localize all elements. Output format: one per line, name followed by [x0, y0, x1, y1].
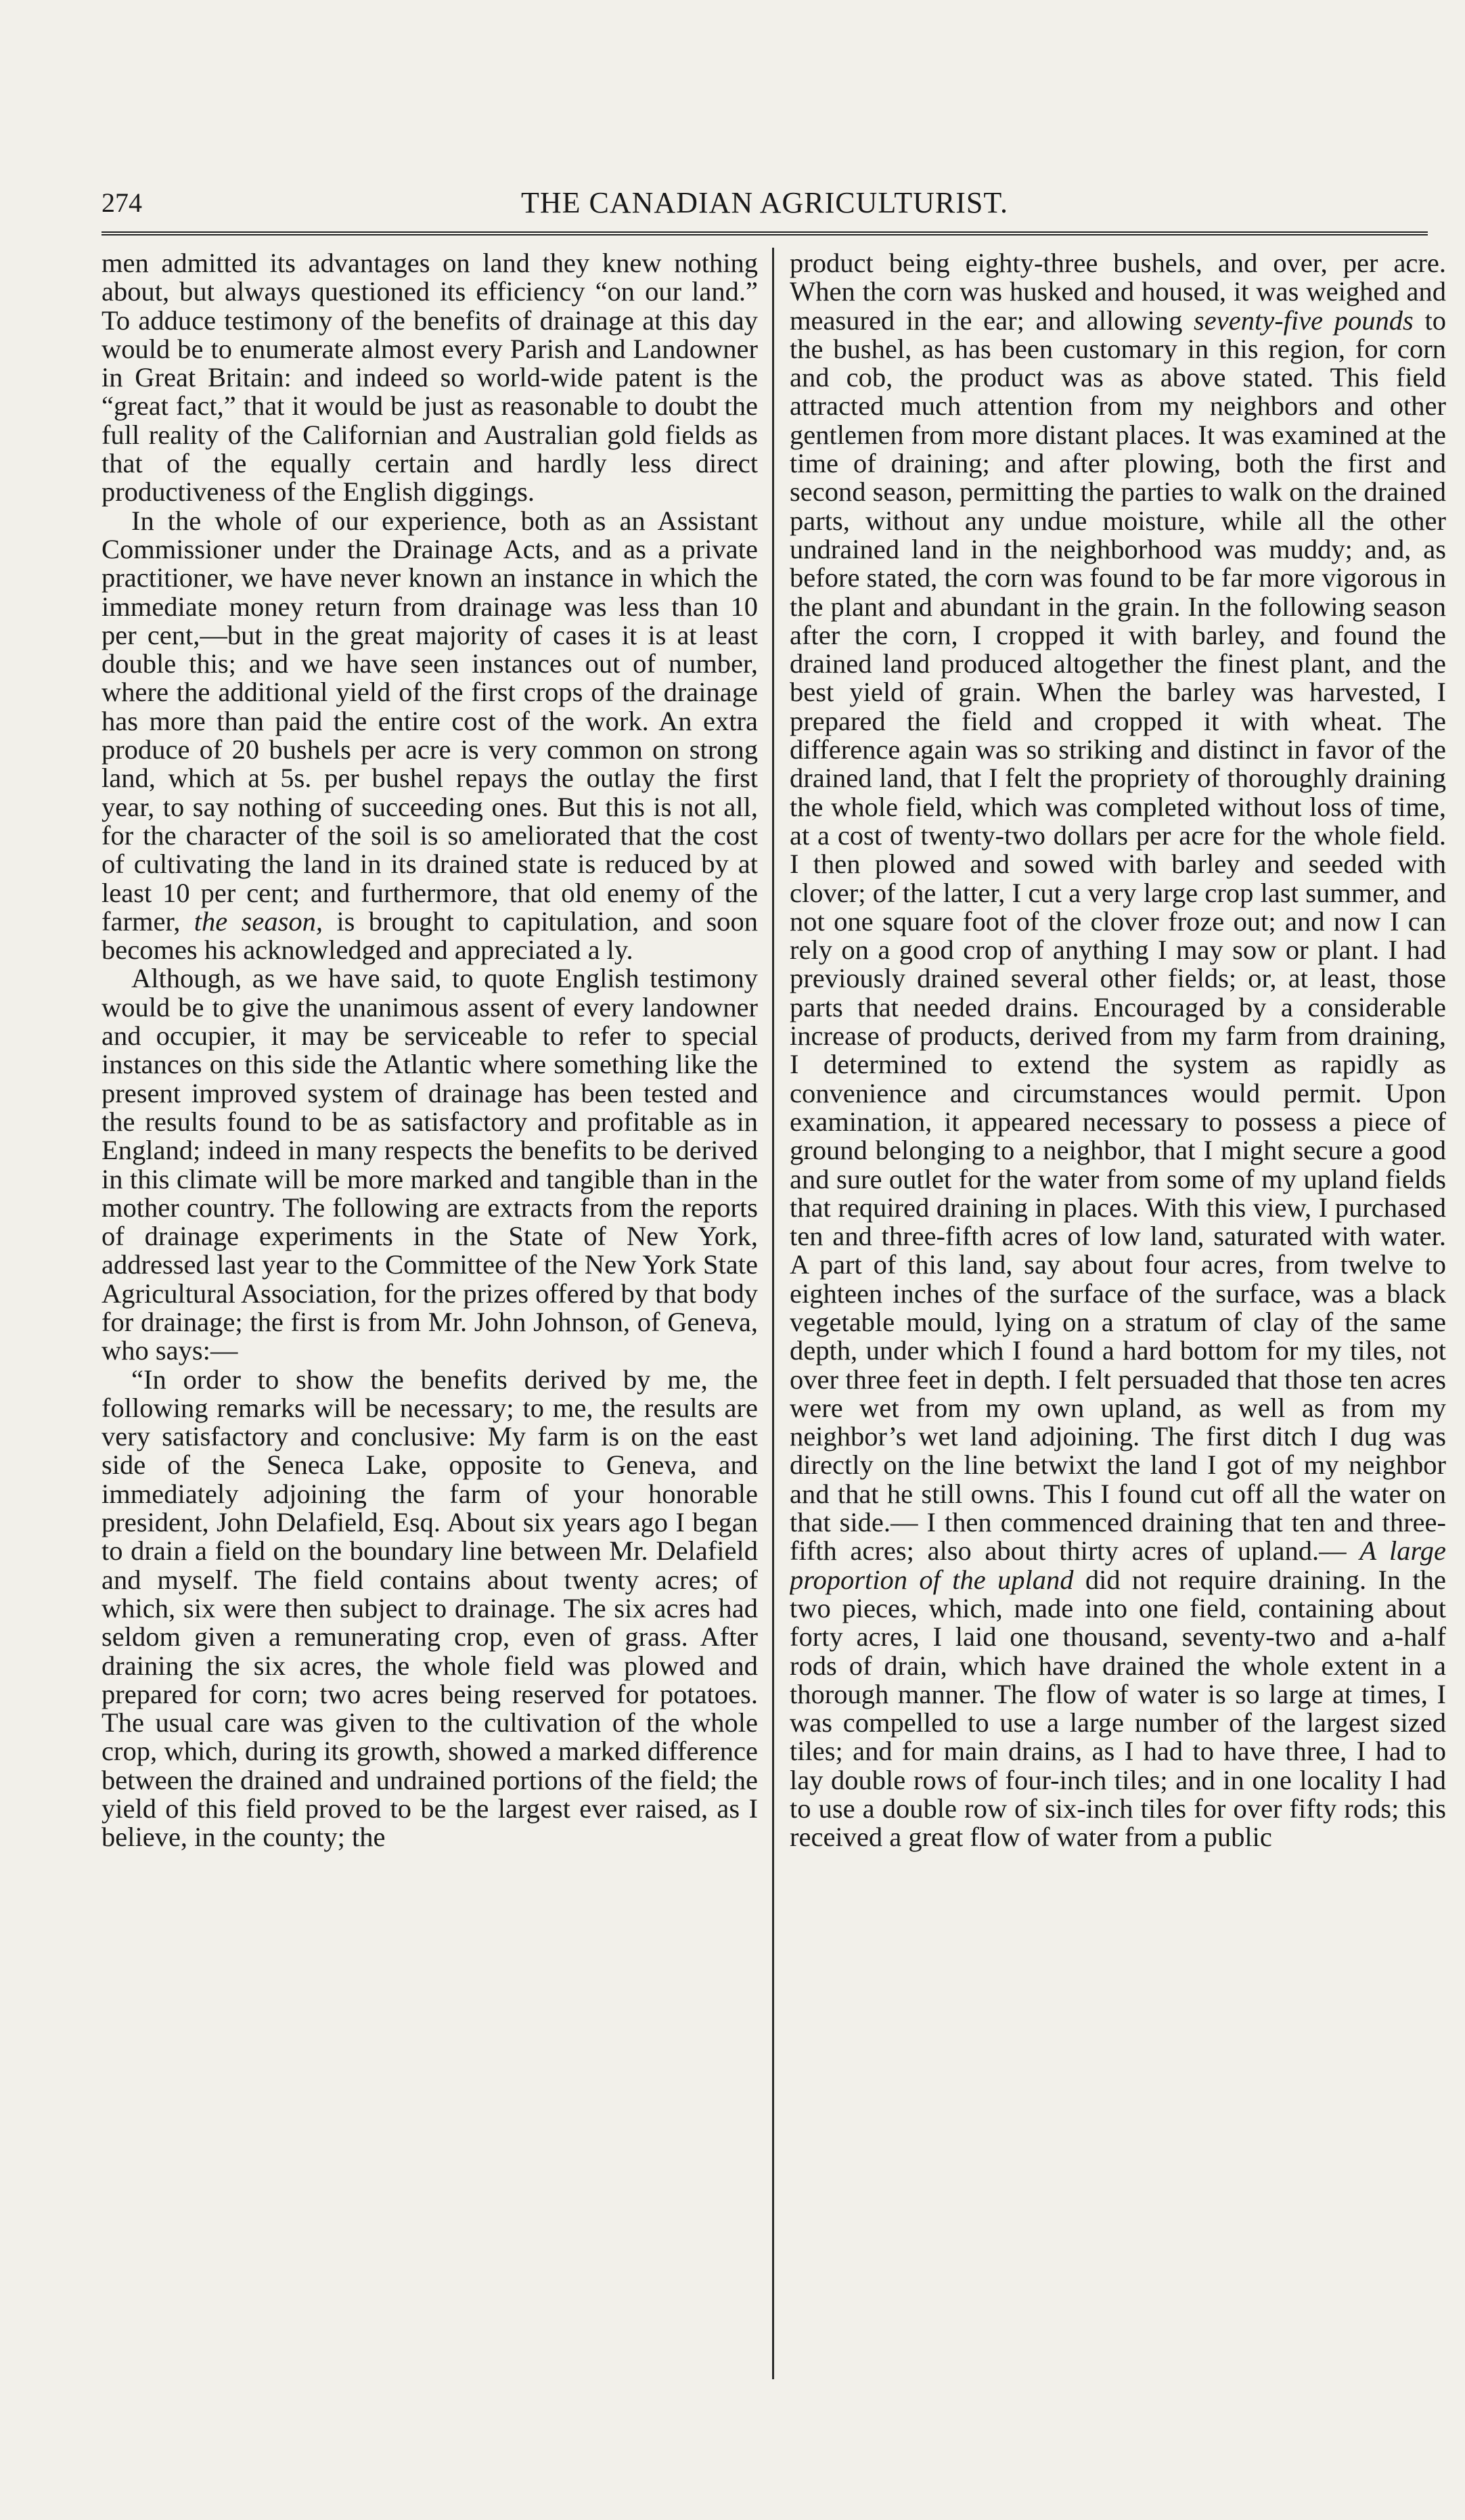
right-paragraph-1-text-a: product being eighty-three bushels, and over, per acre. When the corn was husked and housed, it was weighed and measured in the ear; and allowing — [790, 249, 1446, 336]
running-title: THE CANADIAN AGRICULTURIST. — [521, 186, 1008, 219]
left-paragraph-2-emphasis: the season, — [194, 905, 323, 937]
right-paragraph-1-text-c: did not require draining. In the two pieces, which, made into one field, containing about forty acres, I laid one thousand, seventy-two and a-half rods of drain, which have drained the whole extent in a thorough manner. The flow of water is so large at times, I was compelled to use a large number of the largest sized tiles; and for main drains, as I had to have three, I had to lay double rows of four-inch tiles; and in one locality I had to use a double row of six-inch tiles for over fifty rods; this received a great flow of water from a public — [790, 1564, 1446, 1853]
right-paragraph-1-emphasis: seventy-five pounds — [1194, 305, 1414, 336]
page-header — [102, 183, 1428, 223]
right-column — [790, 249, 1446, 2381]
left-paragraph-1: men admitted its advantages on land they knew nothing about, but always questioned its efficiency “on our land.” To adduce testimony of the benefits of drainage at this day would be to enumerate almost every Parish and Landowner in Great Britain: and indeed so world-wide patent is the “great fact,” that it would be just as reasonable to doubt the full reality of the Californian and Australian gold fields as that of the equally certain and hardly less direct productiveness of the English diggings. — [102, 249, 758, 508]
header-rule — [102, 231, 1428, 235]
left-paragraph-2 — [102, 507, 758, 965]
left-paragraph-3: Although, as we have said, to quote English testimony would be to give the unanimous assent of every landowner and occupier, it may be serviceable to refer to special instances on this side the Atlantic where something like the present improved system of drainage has been tested and the results found to be as satisfactory and profitable as in England; indeed in many respects the benefits to be derived in this climate will be more marked and tangible than in the mother country. The following are extracts from the reports of drainage experiments in the State of New York, addressed last year to the Committee of the New York State Agricultural Association, for the prizes offered by that body for drainage; the first is from Mr. John Johnson, of Geneva, who says:— — [102, 963, 758, 1366]
column-divider — [772, 248, 774, 2379]
left-column — [102, 249, 758, 2381]
left-paragraph-4: “In order to show the benefits derived by me, the following remarks will be necessary; to me, the results are very satisfactory and conclusive: My farm is on the east side of the Seneca Lake, opposite to Geneva, and immediately adjoining the farm of your honorable president, John Delafield, Esq. About six years ago I began to drain a field on the boundary line between Mr. Delafield and myself. The field contains about twenty acres; of which, six were then subject to drainage. The six acres had seldom given a remunerating crop, even of grass. After draining the six acres, the whole field was plowed and prepared for corn; two acres being reserved for potatoes. The usual care was given to the cultivation of the whole crop, which, during its growth, showed a marked difference between the drained and undrained portions of the field; the yield of this field proved to be the largest ever raised, as I believe, in the county; the — [102, 1364, 758, 1853]
right-paragraph-1-emphasis-2: A large proportion of the upland — [790, 1535, 1446, 1595]
right-paragraph-1 — [790, 249, 1446, 1852]
left-paragraph-2-text-b: is brought to capitulation, and soon becomes his acknowledged and appreciated a ly. — [102, 905, 758, 966]
right-paragraph-1-text-b: to the bushel, as has been customary in this region, for corn and cob, the product was as above stated. This field attracted much attention from my neighbors and other gentlemen from more distant places. It was examined at the time of draining; and after plowing, both the first and second season, permitting the parties to walk on the drained parts, without any undue moisture, while all the other undrained land in the neighborhood was muddy; and, as before stated, the corn was found to be far more vigorous in the plant and abundant in the grain. In the following season after the corn, I cropped it with barley, and found the drained land produced altogether the finest plant, and the best yield of grain. When the barley was harvested, I prepared the field and cropped it with wheat. The difference again was so striking and distinct in favor of the drained land, that I felt the propriety of thoroughly draining the whole field, which was completed without loss of time, at a cost of twenty-two dollars per acre for the whole field. I then plowed and sowed with barley and seeded with clover; of the latter, I cut a very large crop last summer, and not one square foot of the clover froze out; and now I can rely on a good crop of anything I may sow or plant. I had previously drained several other fields; or, at least, those parts that needed drains. Encouraged by a considerable increase of products, derived from my farm from draining, I determined to extend the system as rapidly as convenience and circumstances would permit. Upon examination, it appeared necessary to possess a piece of ground belonging to a neighbor, that I might secure a good and sure outlet for the water from some of my upland fields that required draining in places. With this view, I purchased ten and three-fifth acres of low land, saturated with water. A part of this land, say about four acres, from twelve to eighteen inches of the surface of the surface, was a black vegetable mould, lying on a stratum of clay of the same depth, under which I found a hard bottom for my tiles, not over three feet in depth. I felt persuaded that those ten acres were wet from my own upland, as well as from my neighbor’s wet land adjoining. The first ditch I dug was directly on the line betwixt the land I got of my neighbor and that he still owns. This I found cut off all the water on that side.— I then commenced draining that ten and three-fifth acres; also about thirty acres of upland.— — [790, 305, 1446, 1567]
left-paragraph-2-text-a: In the whole of our experience, both as an Assistant Commissioner under the Drainage Acts, and as a private practitioner, we have never known an instance in which the immediate money return from drainage was less than 10 per cent,—but in the great majority of cases it is at least double this; and we have seen instances out of number, where the additional yield of the first crops of the drainage has more than paid the entire cost of the work. An extra produce of 20 bushels per acre is very common on strong land, which at 5s. per bushel repays the outlay the first year, to say nothing of succeeding ones. But this is not all, for the character of the soil is so ameliorated that the cost of cultivating the land in its drained state is reduced by at least 10 per cent; and furthermore, that old enemy of the farmer, — [102, 505, 758, 937]
page-number: 274 — [102, 187, 142, 218]
